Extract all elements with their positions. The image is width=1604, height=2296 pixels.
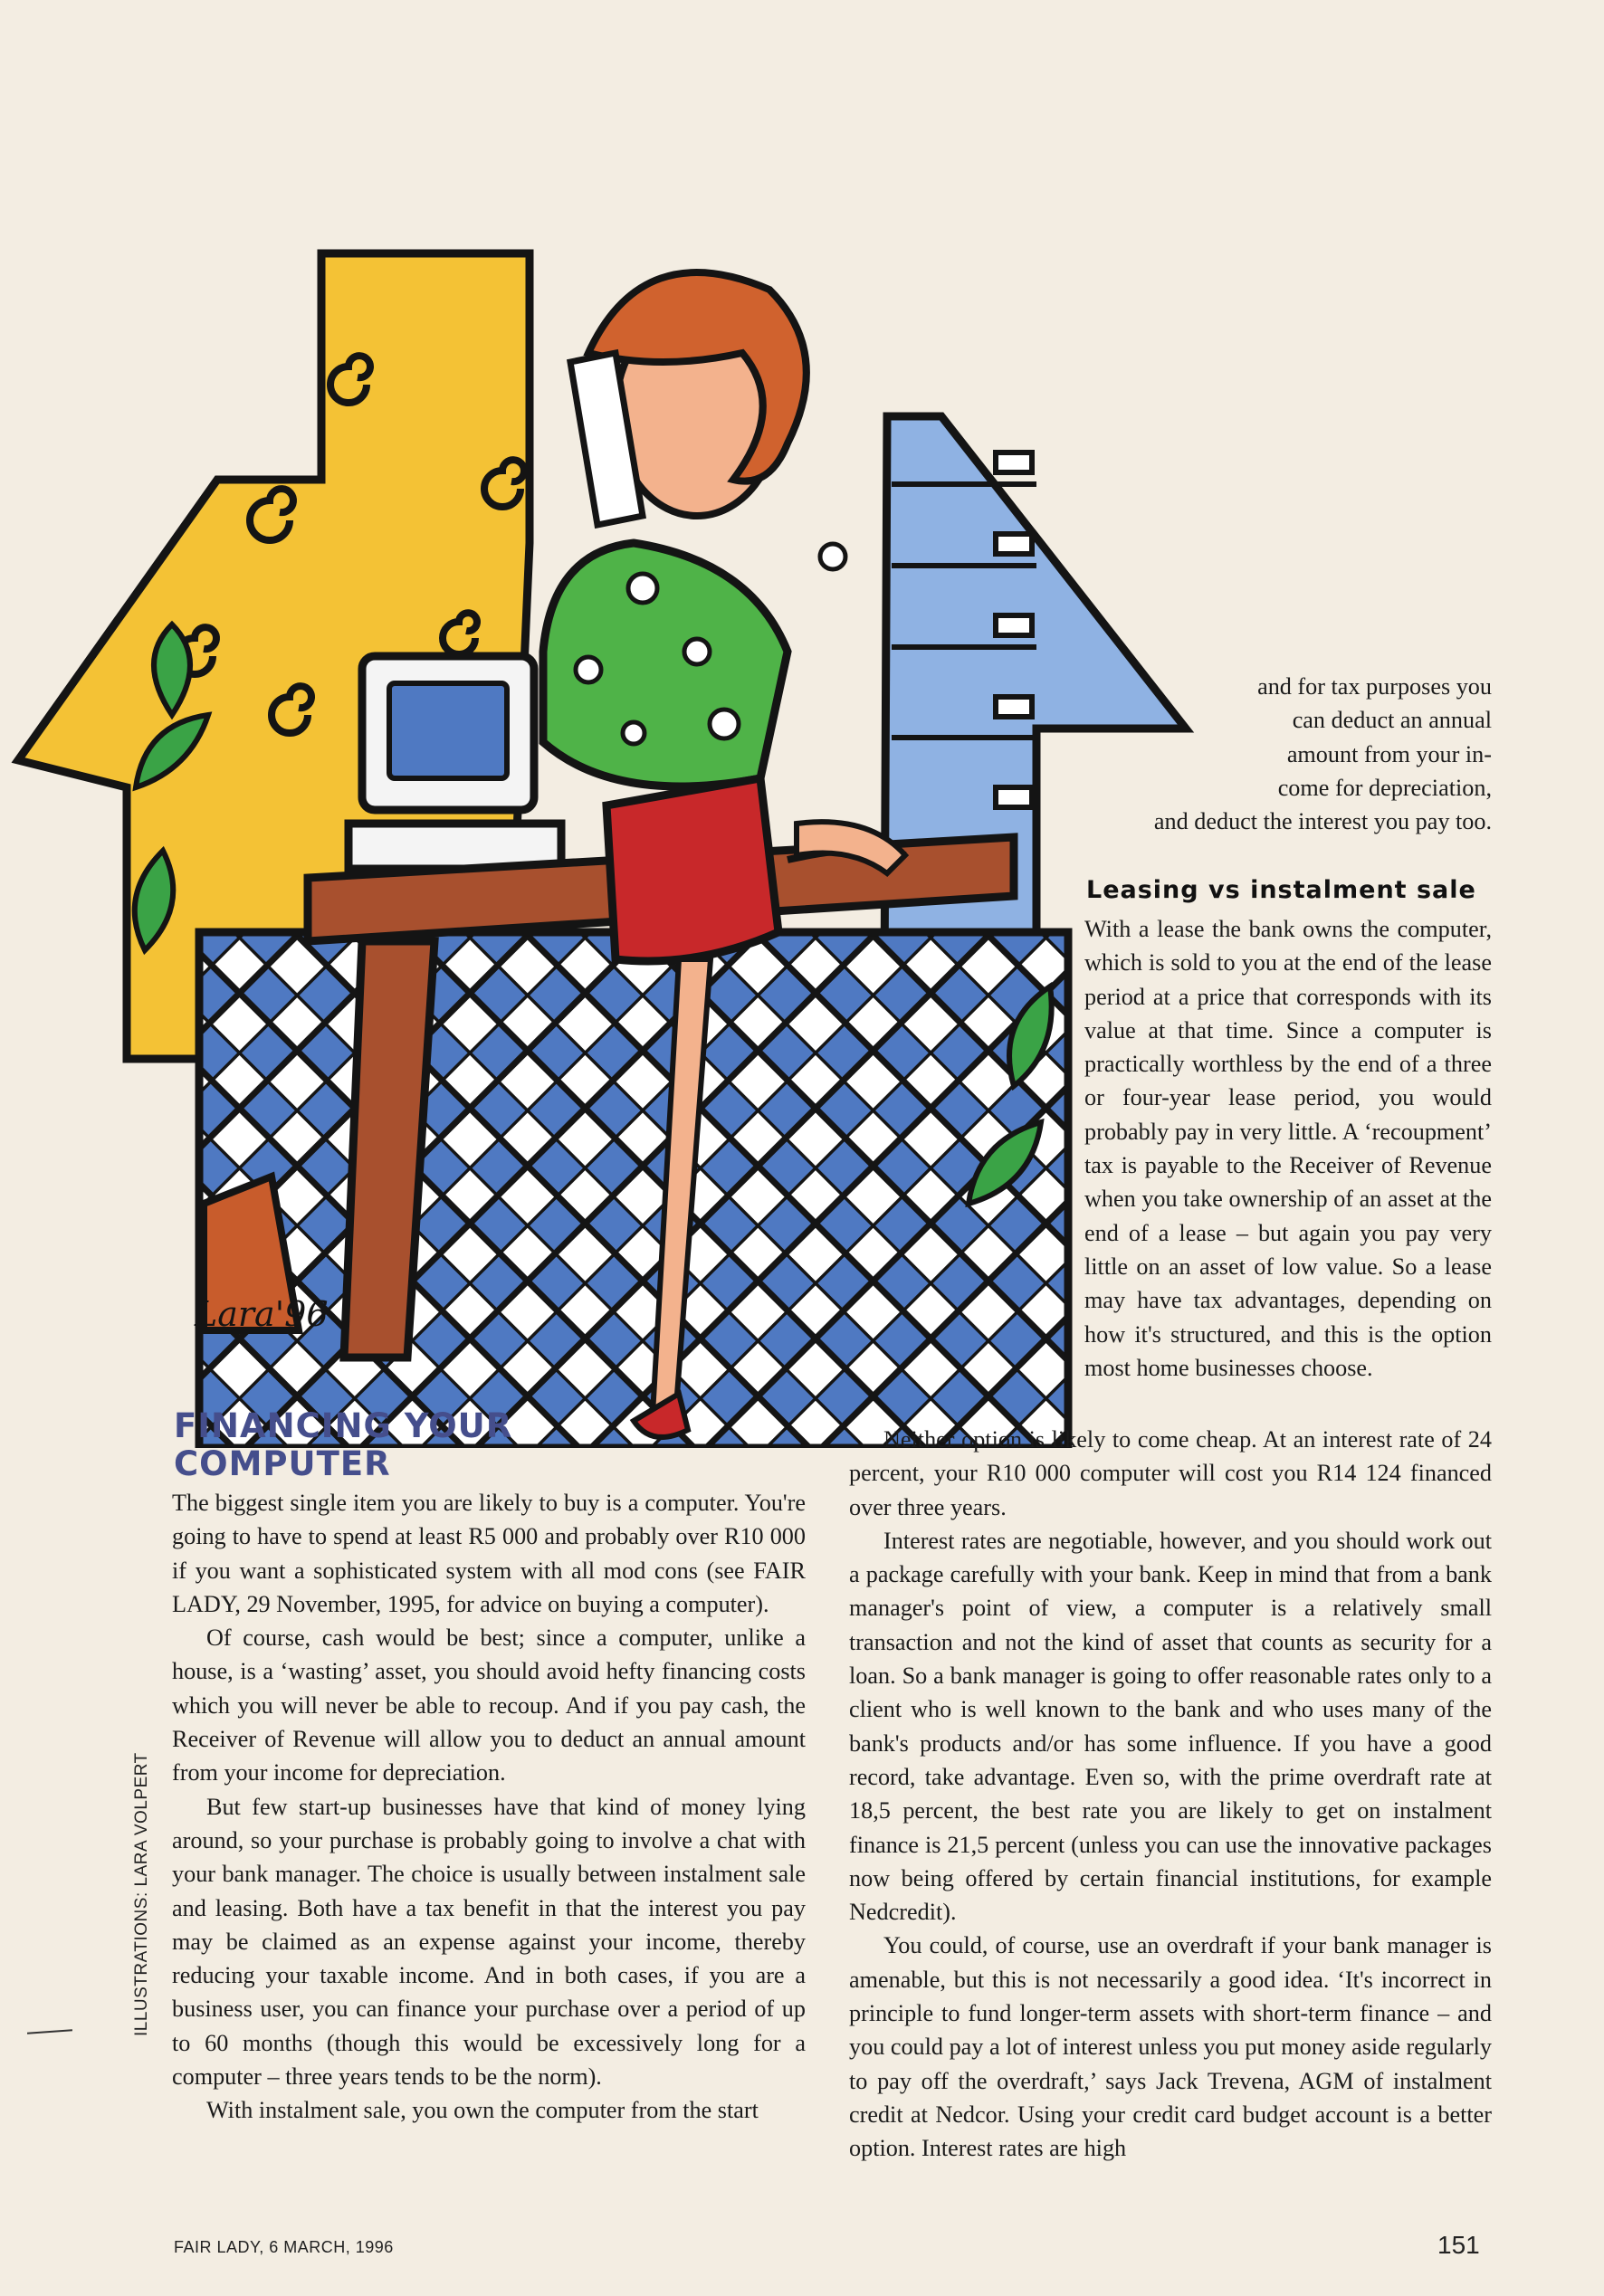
paragraph-interest-rates: Interest rates are negotiable, however, and you should work out a package carefully with your bank. Keep in mind that from a bank manager's point of view, a computer is a relatively small transaction and not the kind of asset that counts as security for a loan. So a bank manager is going to offer reasonable rates only to a client who is well known to the bank and who uses many of the bank's products and/or has some influence. If you have a good record, take advantage. Even so, with the prime overdraft rate at 18,5 percent, the best rate you are likely to get on instalment finance is 21,5 percent (unless you can use the innovative packages now being offered by certain financial institutions, for example Nedcredit). bbox=[849, 1527, 1492, 1926]
continued-line: and deduct the interest you pay too. bbox=[1153, 808, 1492, 835]
paragraph-finance-options: But few start-up businesses have that kind of money lying around, so your purchase is probably going to involve a chat with your bank manager. The choice is usually between instalment sale and leasing. Both have a tax benefit in that the interest you pay may be claimed as an expense against your income, thereby reducing your taxable income. And in both cases, if you are a business user, you can finance your purchase over a period of up to 60 months (though this would be excessively long for a computer – three years tends to be the norm). bbox=[172, 1793, 806, 2091]
continued-line: can deduct an annual bbox=[1292, 707, 1492, 734]
paragraph-intro: The biggest single item you are likely to buy is a computer. You're going to have to spend at least R5 000 and probably over R10 000 if you want a sophisticated system with all mod cons (see FAIR LADY, 29 November, 1995, for advice on buying a computer). bbox=[172, 1490, 806, 1617]
continued-line: amount from your in- bbox=[1286, 740, 1492, 767]
paragraph-cost: Neither option is likely to come cheap. At an interest rate of 24 percent, your R10 000 computer will cost you R14 124 financed over three years. bbox=[849, 1426, 1492, 1520]
continued-line: and for tax purposes you bbox=[1257, 673, 1492, 700]
subhead-leasing: Leasing vs instalment sale bbox=[1086, 876, 1476, 904]
continued-text bbox=[931, 670, 1492, 838]
illustration-signature: Lara'96 bbox=[195, 1294, 329, 1334]
leasing-section bbox=[1084, 912, 1492, 1385]
page-number: 151 bbox=[1437, 2231, 1480, 2259]
paragraph-overdraft: You could, of course, use an overdraft if your bank manager is amenable, but this is not necessarily a good idea. ‘It's incorrect in principle to fund longer-term assets with short-term finance – and you could pay a lot of interest unless you put money aside regularly to pay off the overdraft,’ says Jack Trevena, AGM of instalment credit at Nedcor. Using your credit card budget account is a better option. Interest rates are high bbox=[849, 1932, 1492, 2162]
margin-mark bbox=[27, 2029, 72, 2034]
footer-magazine-date: FAIR LADY, 6 MARCH, 1996 bbox=[174, 2238, 394, 2256]
right-column bbox=[849, 1423, 1492, 2166]
house-illustration bbox=[9, 244, 1213, 1448]
paragraph-cash: Of course, cash would be best; since a computer, unlike a house, is a ‘wasting’ asset, you should avoid hefty financing costs which you will never be able to recoup. And if you pay cash, the Receiver of Revenue will allow you to deduct an annual amount from your income for depreciation. bbox=[172, 1624, 806, 1786]
continued-line: come for depreciation, bbox=[1277, 774, 1492, 801]
illustration-credit: ILLUSTRATIONS: LARA VOLPERT bbox=[132, 1752, 151, 2036]
paragraph-leasing: With a lease the bank owns the computer, which is sold to you at the end of the lease period at a price that corresponds with its value at that time. Since a computer is practically worthless by the end of a three or four-year lease period, you would probably pay in very little. A ‘recoupment’ tax is payable to the Receiver of Revenue when you take ownership of an asset at the end of a lease – but again you pay very little on an asset of low value. So a lease may have tax advantages, depending on how it's structured, and this is the option most home businesses choose. bbox=[1084, 916, 1492, 1381]
article-headline: FINANCING YOUR COMPUTER bbox=[174, 1406, 513, 1483]
paragraph-instalment-start: With instalment sale, you own the computer from the start bbox=[206, 2097, 759, 2124]
left-column bbox=[172, 1486, 806, 2128]
illustration-artwork bbox=[9, 244, 1213, 1448]
